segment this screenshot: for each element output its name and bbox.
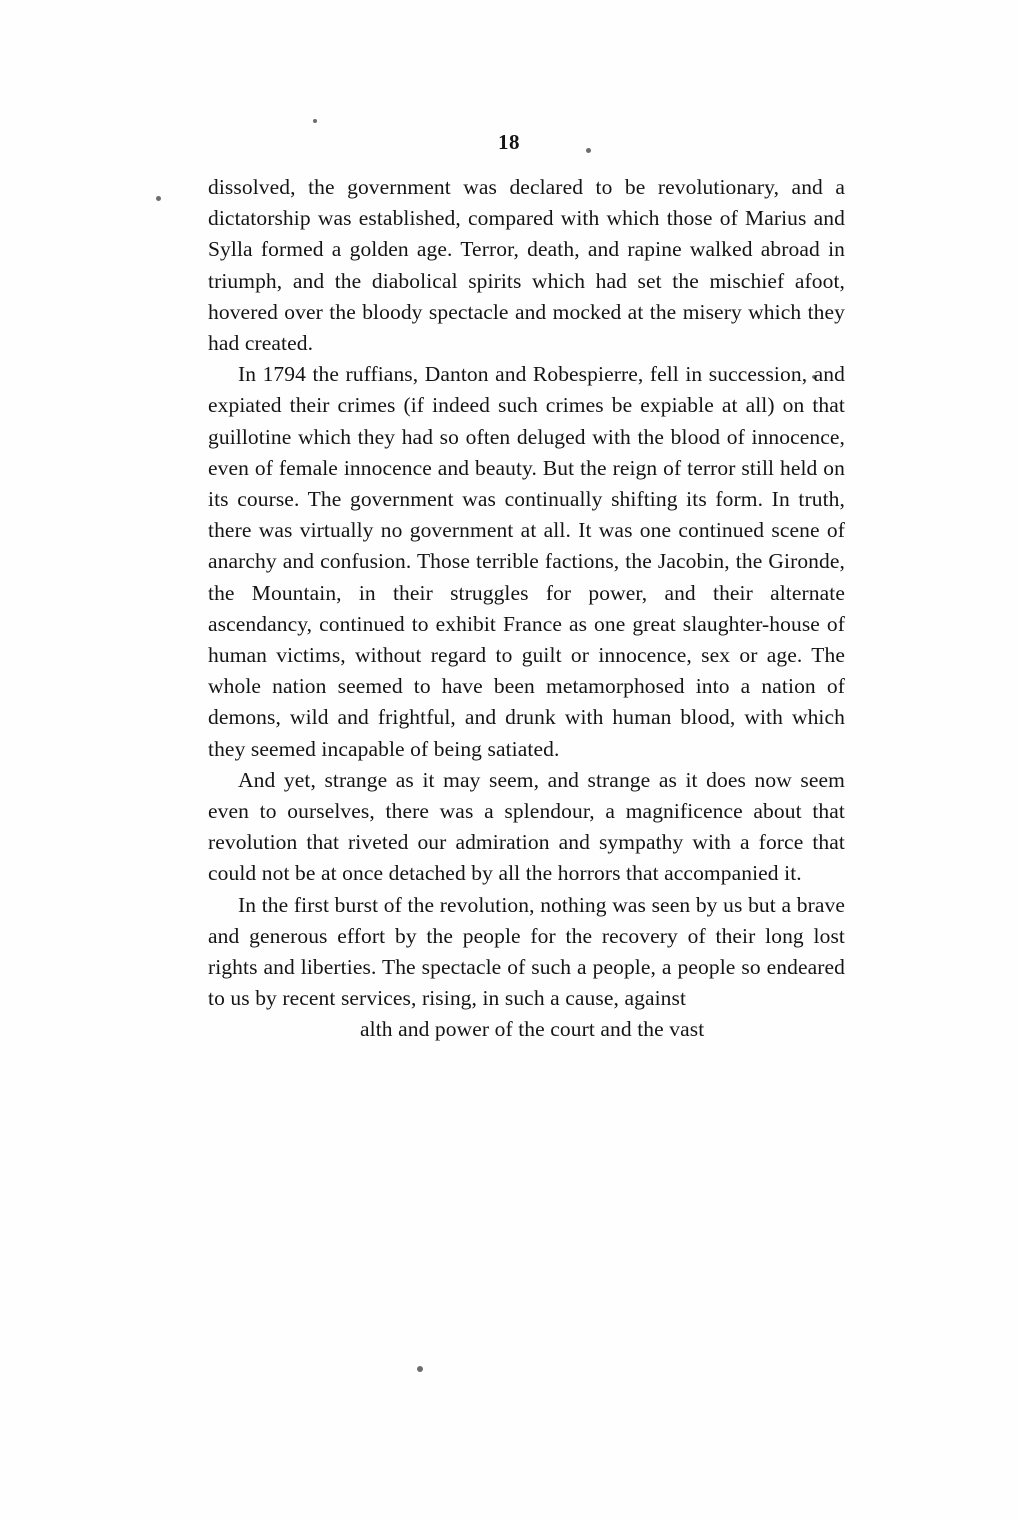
page-number: 18 xyxy=(498,130,520,154)
paragraph: In 1794 the ruffians, Danton and Robespierre, fell in succession, and expiated their crimes (if indeed such crimes be expiable at all) on that guillotine which they had so often deluged with the blood of innocence, even of female innocence and beauty. But the reign of terror still held on its course. The government was continually shifting its form. In truth, there was virtually no government at all. It was one continued scene of anarchy and confusion. Those terrible factions, the Jacobin, the Gironde, the Mountain, in their struggles for power, and their alternate ascendancy, continued to exhibit France as one great slaughter-house of human victims, without regard to guilt or innocence, sex or age. The whole nation seemed to have been metamorphosed into a nation of demons, wild and frightful, and drunk with human blood, with which they seemed incapable of being satiated. xyxy=(208,362,845,761)
body-text xyxy=(208,172,845,1046)
scan-speck xyxy=(156,196,161,201)
paragraph: And yet, strange as it may seem, and strange as it does now seem even to ourselves, there was a splendour, a magnificence about that revolution that riveted our admiration and sympathy with a force that could not be at once detached by all the horrors that accompanied it. xyxy=(208,767,845,886)
scan-speck xyxy=(417,1366,423,1372)
partial-line-text: alth and power of the court and the vast xyxy=(360,1017,705,1042)
paragraph-partial-line xyxy=(208,1014,845,1045)
paragraph: In the first burst of the revolution, nothing was seen by us but a brave and generous effort by the people for the recovery of their long lost rights and liberties. The spectacle of such a people, a people so endeared to us by recent services, rising, in such a cause, against xyxy=(208,892,845,1011)
paragraph: dissolved, the government was declared to be revolutionary, and a dictatorship was established, compared with which those of Marius and Sylla formed a golden age. Terror, death, and rapine walked abroad in triumph, and the diabolical spirits which had set the mischief afoot, hovered over the bloody spectacle and mocked at the misery which they had created. xyxy=(208,175,845,356)
scan-speck xyxy=(586,148,591,153)
scan-speck xyxy=(313,119,317,123)
